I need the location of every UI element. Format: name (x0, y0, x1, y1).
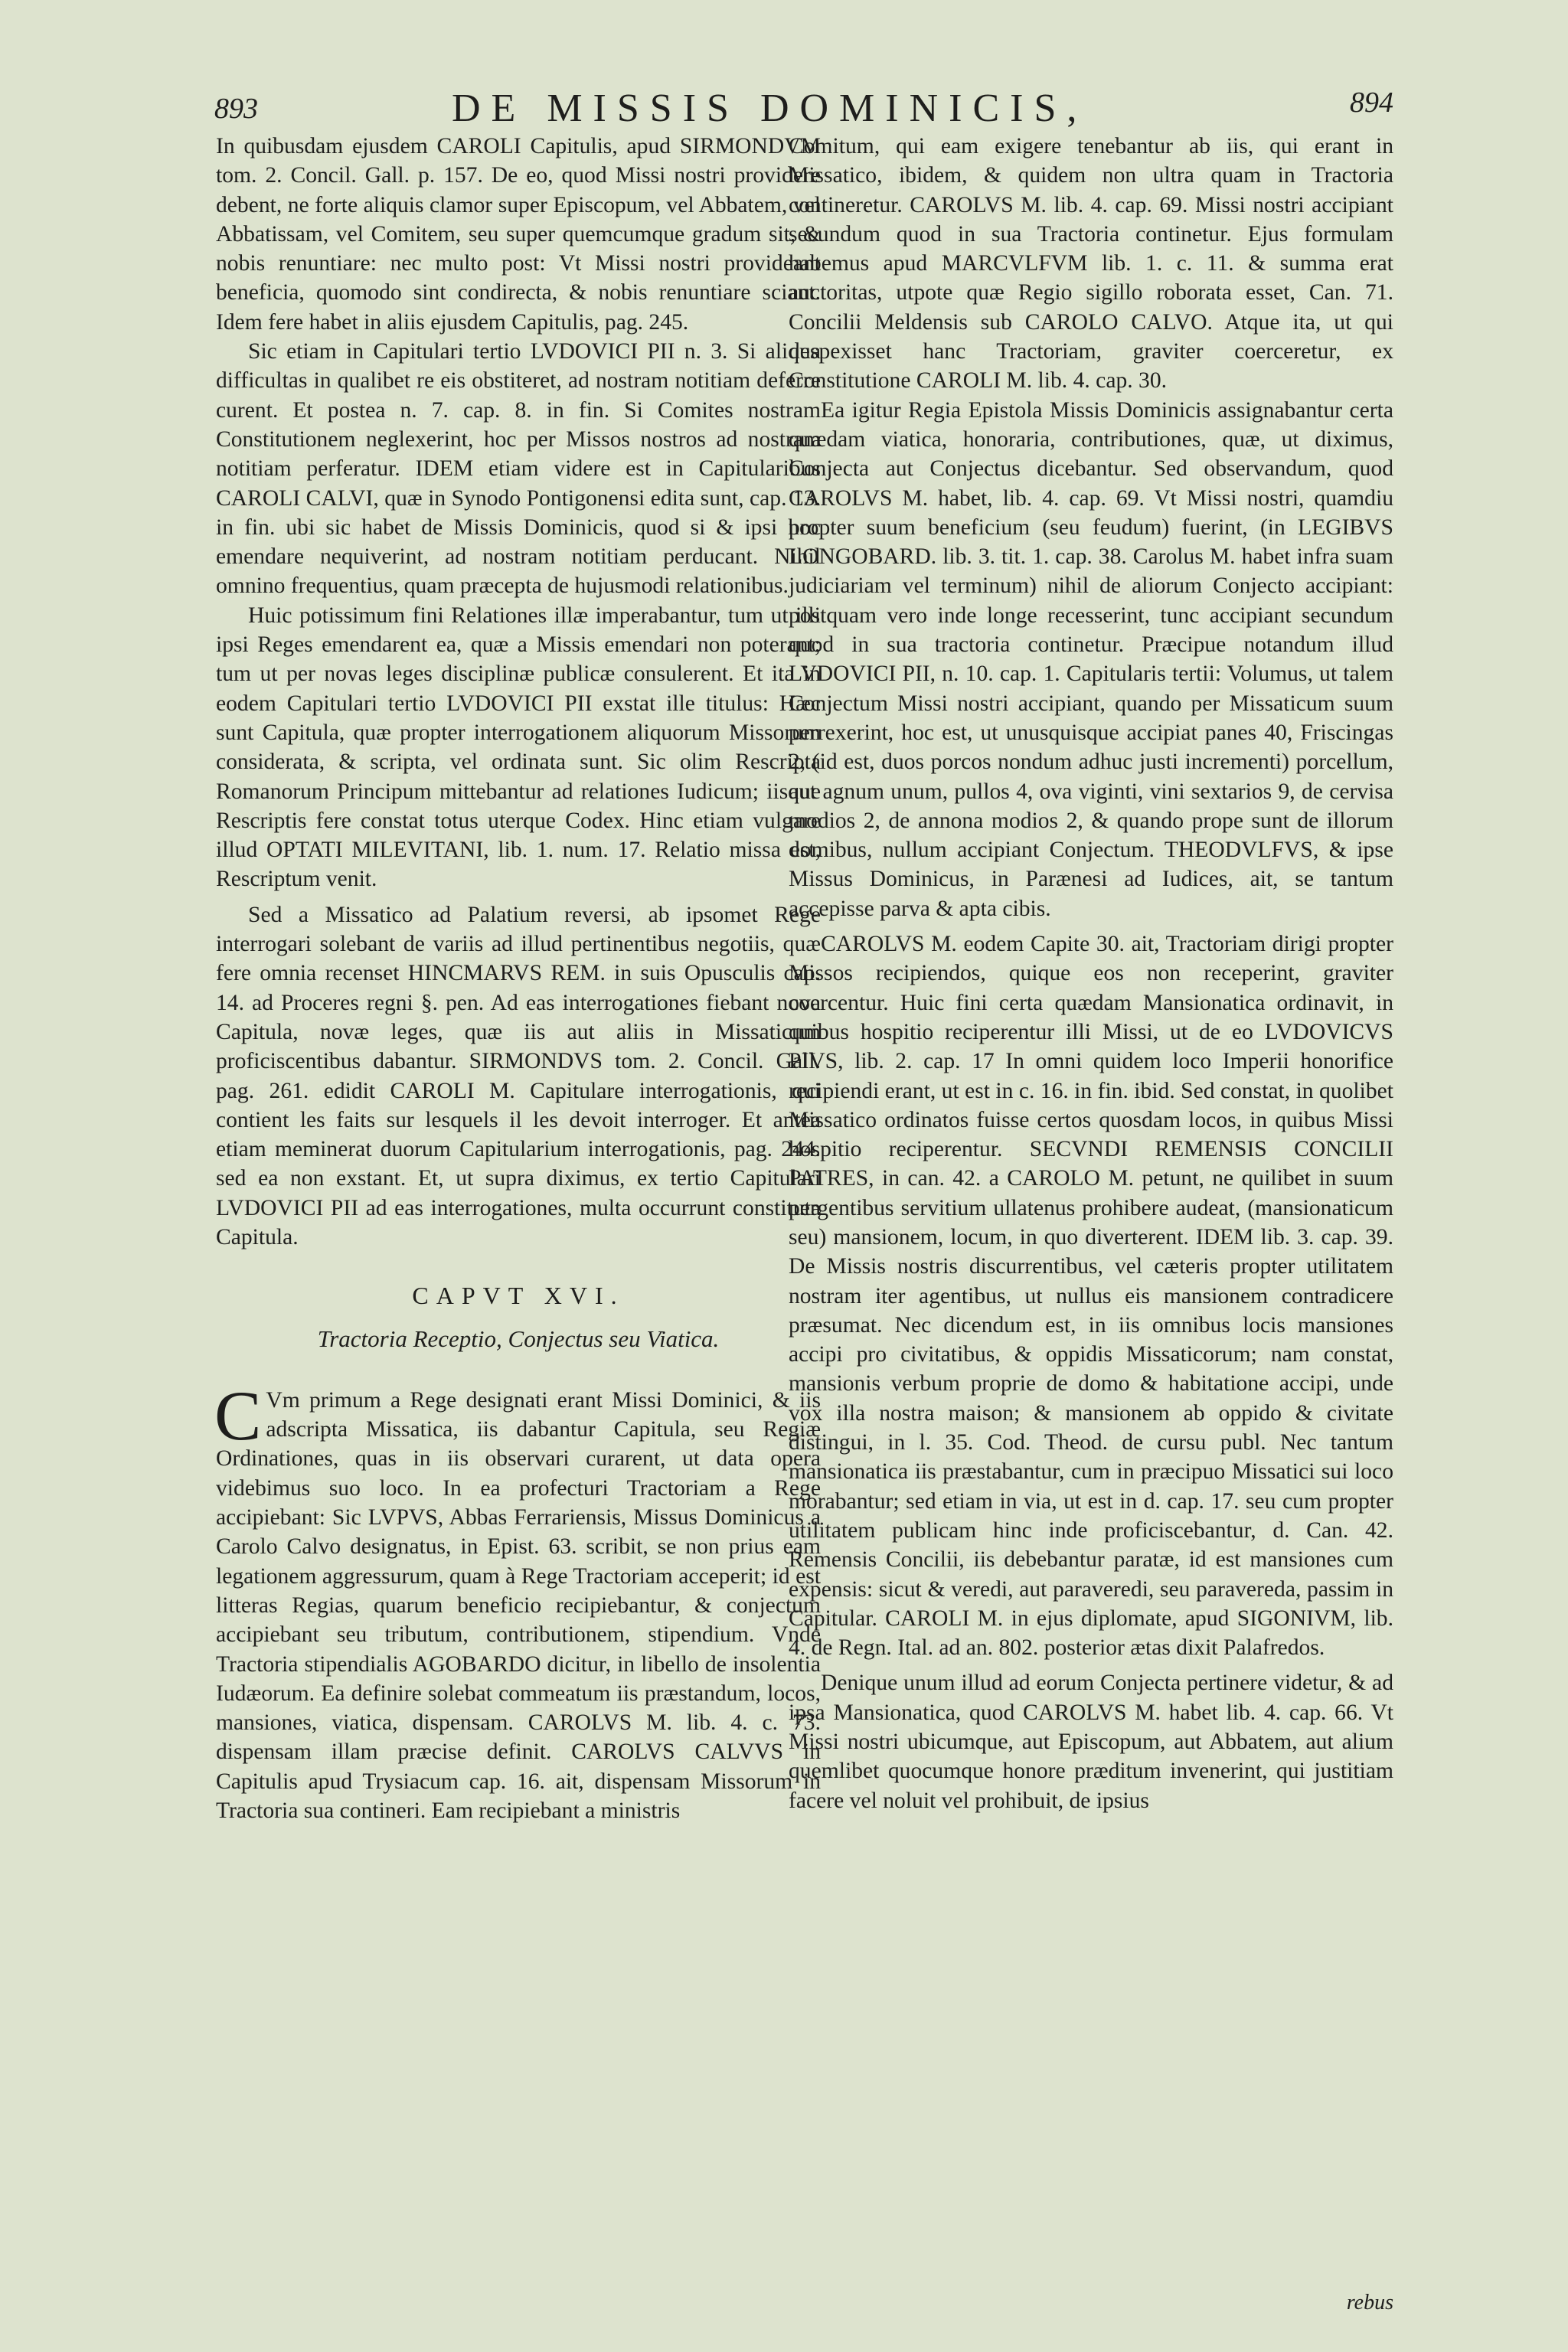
drop-cap: C (214, 1376, 262, 1455)
page-number-right: 894 (1350, 87, 1393, 119)
left-column (216, 132, 821, 1825)
chapter-heading: CAPVT XVI. (412, 1282, 625, 1310)
paragraph: Ea igitur Regia Epistola Missis Dominicis assignabantur certa quædam viatica, honoraria, contributiones, quæ, ut diximus, Conjecta aut Conjectus dicebantur. Sed observandum, quod CAROLVS M. habet, lib. 4. cap. 69. Vt Missi nostri, quamdiu propter suum beneficium (seu feudum) fuerint, (in LEGIBVS LONGOBARD. lib. 3. tit. 1. cap. 38. Carolus M. habet infra suam judiciariam vel terminum) nihil de aliorum Conjecto accipiant: postquam vero inde longe recesserint, tunc accipiant secundum quod in sua tractoria continetur. Præcipue notandum illud LVDOVICI PII, n. 10. cap. 1. Capitularis tertii: Volumus, ut talem Conjectum Missi nostri accipiant, quando per Missaticum suum perrexerint, hoc est, ut unusquisque accipiat panes 40, Friscingas 2, (id est, duos porcos nondum adhuc justi incrementi) porcellum, aut agnum unum, pullos 4, ova viginti, vini sextarios 9, de cervisa modios 2, de annona modios 2, & quando prope sunt de illorum domibus, nullum accipiant Conjectum. THEODVLFVS, & ipse Missus Dominicus, in Parænesi ad Iudices, ait, se tantum accepisse parva & apta cibis. (789, 397, 1393, 921)
paragraph: CAROLVS M. eodem Capite 30. ait, Tractoriam dirigi propter Missos recipiendos, quique eos non receperint, graviter coercentur. Huic fini certa quædam Mansionatica ordinavit, in quibus hospitio reciperentur illi Missi, ut de eo LVDOVICVS PIVS, lib. 2. cap. 17 In omni quidem loco Imperii honorifice recipiendi erant, ut est in c. 16. in fin. ibid. Sed constat, in quolibet Missatico ordinatos fuisse certos quosdam locos, in quibus Missi hospitio reciperentur. SECVNDI REMENSIS CONCILII PATRES, in can. 42. a CAROLO M. petunt, ne quilibet in suum pergentibus servitium ullatenus prohibere audeat, (mansionaticum seu) mansionem, locum, in quo diverterent. IDEM lib. 3. cap. 39. De Missis nostris discurrentibus, vel cæteris propter utilitatem nostram iter agentibus, ut nullus eis mansionem contradicere præsumat. Nec dicendum est, in iis omnibus locis mansiones accipi pro civitatibus, & oppidis Missaticorum; nam constat, mansionis verbum proprie de domo & habitatione accipi, unde vox illa nostra maison; & mansionem ab oppido & civitate distingui, in l. 35. Cod. Theod. de cursu publ. Nec tantum mansionatica iis præstabantur, cum in præcipuo Missatici sui loco morabantur; sed etiam in via, ut est in d. cap. 17. seu cum propter utilitatem publicam hinc inde proficiscebantur, d. Can. 42. Remensis Concilii, iis debebantur paratæ, id est mansiones cum expensis: sicut & veredi, aut paraveredi, seu paravereda, passim in Capitular. CAROLI M. in ejus diplomate, apud SIGONIVM, lib. 4. de Regn. Ital. ad an. 802. posterior ætas dixit Palafredos. (789, 932, 1393, 1661)
paragraph: Comitum, qui eam exigere tenebantur ab iis, qui erant in Missatico, ibidem, & quidem non ultra quam in Tractoria contineretur. CAROLVS M. lib. 4. cap. 69. Missi nostri accipiant secundum quod in sua Tractoria continetur. Ejus formulam habemus apud MARCVLFVM lib. 1. c. 11. & summa erat auctoritas, utpote quæ Regio sigillo roborata esset, Can. 71. Concilii Meldensis sub CAROLO CALVO. Atque ita, ut qui despexisset hanc Tractoriam, graviter coerceretur, ex Constitutione CAROLI M. lib. 4. cap. 30. (789, 134, 1393, 394)
page-header (214, 86, 1393, 132)
paragraph: Sed a Missatico ad Palatium reversi, ab ipsomet Rege interrogari solebant de variis ad illud pertinentibus negotiis, quæ fere omnia recenset HINCMARVS REM. in suis Opusculis cap. 14. ad Proceres regni §. pen. Ad eas interrogationes fiebant nova Capitula, novæ leges, quæ iis aut aliis in Missaticum proficiscentibus dabantur. SIRMONDVS tom. 2. Concil. Gall. pag. 261. edidit CAROLI M. Capitulare interrogationis, qui contient les faits sur lesquels il les devoit interroger. Et antea etiam meminerat duorum Capitularium interrogationis, pag. 244. sed ea non exstant. Et, ut supra diximus, ex tertio Capitulari LVDOVICI PII ad eas interrogationes, multa occurrunt constituta Capitula. (216, 902, 821, 1250)
right-column (789, 132, 1393, 1815)
paragraph: Denique unum illud ad eorum Conjecta pertinere videtur, & ad ipsa Mansionatica, quod CAROLVS M. habet lib. 4. cap. 66. Vt Missi nostri ubicumque, aut Episcopum, aut Abbatem, aut alium quemlibet quocumque honore præditum invenerint, qui justitiam facere vel noluit vel prohibuit, de ipsius (789, 1671, 1393, 1813)
paragraph: Sic etiam in Capitulari tertio LVDOVICI PII n. 3. Si aliqua difficultas in qualibet re eis obstiteret, ad nostram notitiam deferre curent. Et postea n. 7. cap. 8. in fin. Si Comites nostram Constitutionem neglexerint, hoc per Missos nostros ad nostram notitiam perferatur. IDEM etiam videre est in Capitularibus CAROLI CALVI, quæ in Synodo Pontigonensi edita sunt, cap. 13. in fin. ubi sic habet de Missis Dominicis, quod si & ipsi hoc emendare nequiverint, ad nostram notitiam perducant. Nihil omnino frequentius, quam præcepta de hujusmodi relationibus. (216, 339, 821, 599)
catchword: rebus (1346, 2291, 1393, 2314)
paragraph-text: Vm primum a Rege designati erant Missi Dominici, & iis adscripta Missatica, iis dabantur Capitula, seu Regiæ Ordinationes, quas in iis observari curarent, ut data opera videbimus suo loco. In ea profecturi Tractoriam a Rege accipiebant: Sic LVPVS, Abbas Ferrariensis, Missus Dominicus a Carolo Calvo designatus, in Epist. 63. scribit, se non prius eam legationem aggressurum, quam à Rege Tractoriam acceperit; id est litteras Regias, quarum beneficio recipiebantur, & conjectum accipiebant seu tributum, contributionem, stipendium. Vnde Tractoria stipendialis AGOBARDO dicitur, in libello de insolentia Iudæorum. Ea definire solebat commeatum iis præstandum, locos, mansiones, viatica, dispensam. CAROLVS M. lib. 4. c. 73. dispensam illam præcise definit. CAROLVS CALVVS in Capitulis apud Trysiacum cap. 16. ait, dispensam Missorum in Tractoria sua contineri. Eam recipiebant a ministris (216, 1387, 821, 1824)
paragraph: In quibusdam ejusdem CAROLI Capitulis, apud SIRMONDVM tom. 2. Concil. Gall. p. 157. De eo, quod Missi nostri providere debent, ne forte aliquis clamor super Episcopum, vel Abbatem, vel Abbatissam, vel Comitem, seu super quemcumque gradum sit, & nobis renuntiare: nec multo post: Vt Missi nostri provideant beneficia, quomodo sint condirecta, & nobis renuntiare sciant. Idem fere habet in aliis ejusdem Capitulis, pag. 245. (216, 134, 821, 335)
chapter-subtitle: Tractoria Receptio, Conjectus seu Viatica. (317, 1325, 720, 1352)
page-number-left: 893 (214, 93, 258, 125)
paragraph: Huic potissimum fini Relationes illæ imperabantur, tum ut illi ipsi Reges emendarent ea, quæ a Missis emendari non poterant; tum ut per novas leges disciplinæ publicæ consulerent. Et ita in eodem Capitulari tertio LVDOVICI PII exstat ille titulus: Hæc sunt Capitula, quæ propter interrogationem aliquorum Missorum considerata, & scripta, vel ordinata sunt. Sic olim Rescripta Romanorum Principum mittebantur ad relationes Iudicum; iisque Rescriptis fere constat totus uterque Codex. Hinc etiam vulgare illud OPTATI MILEVITANI, lib. 1. num. 17. Relatio missa est, Rescriptum venit. (216, 603, 821, 892)
running-title: DE MISSIS DOMINICIS, (452, 87, 1088, 130)
chapter-opening-paragraph (214, 1376, 821, 1825)
